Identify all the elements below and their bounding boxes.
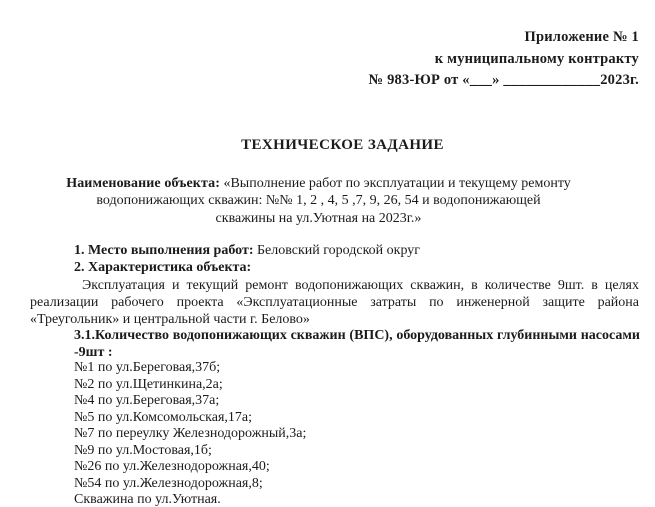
object-characteristics-label: 2. Характеристика объекта: [74, 260, 252, 275]
well-list-item: №54 по ул.Железнодорожная,8; [74, 475, 263, 491]
work-location-value: Беловский городской округ [253, 243, 421, 258]
wells-count-heading: 3.1.Количество водопонижающих скважин (ВПС), оборудованных глубинными насосами -9шт : [74, 328, 640, 361]
well-list-item: Скважина по ул.Уютная. [74, 492, 221, 507]
object-name-label: Наименование объекта: [66, 176, 220, 191]
work-location-label: 1. Место выполнения работ: [74, 243, 254, 258]
well-list-item: №4 по ул.Береговая,37а; [74, 393, 220, 408]
document-title: ТЕХНИЧЕСКОЕ ЗАДАНИЕ [241, 137, 444, 153]
well-list-item: №5 по ул.Комсомольская,17а; [74, 409, 253, 425]
well-list-item: №26 по ул.Железнодорожная,40; [74, 459, 270, 474]
object-characteristics-heading [74, 260, 251, 276]
object-name-text: «Выполнение работ по эксплуатации и текущему ремонту водопонижающих скважин: №№ 1, 2 , 4, 5 ,7, 9, 26, 54 и водопонижающей скважины на ул.Уютная на 2023г.» [96, 176, 571, 226]
wells-list [74, 360, 306, 507]
well-list-item: №2 по ул.Щетинкина,2а; [74, 376, 223, 392]
document-header [369, 27, 640, 92]
work-location-item [74, 243, 420, 259]
well-list-item: №9 по ул.Мостовая,1б; [74, 442, 212, 458]
appendix-line: Приложение № 1 [524, 29, 639, 45]
characteristics-paragraph: Эксплуатация и текущий ремонт водопонижающих скважин, в количестве 9шт. в целях реализации рабочего проекта «Эксплуатационные затраты по инженерной защите района «Треугольник» и центральной части г. Белово» [30, 278, 639, 328]
contract-line: к муниципальному контракту [434, 50, 639, 67]
well-list-item: №7 по переулку Железнодорожный,3а; [74, 426, 307, 441]
well-list-item: №1 по ул.Береговая,37б; [74, 360, 221, 375]
contract-number-line: № 983-ЮР от «___» _____________2023г. [368, 72, 639, 88]
object-name-paragraph [66, 175, 571, 227]
